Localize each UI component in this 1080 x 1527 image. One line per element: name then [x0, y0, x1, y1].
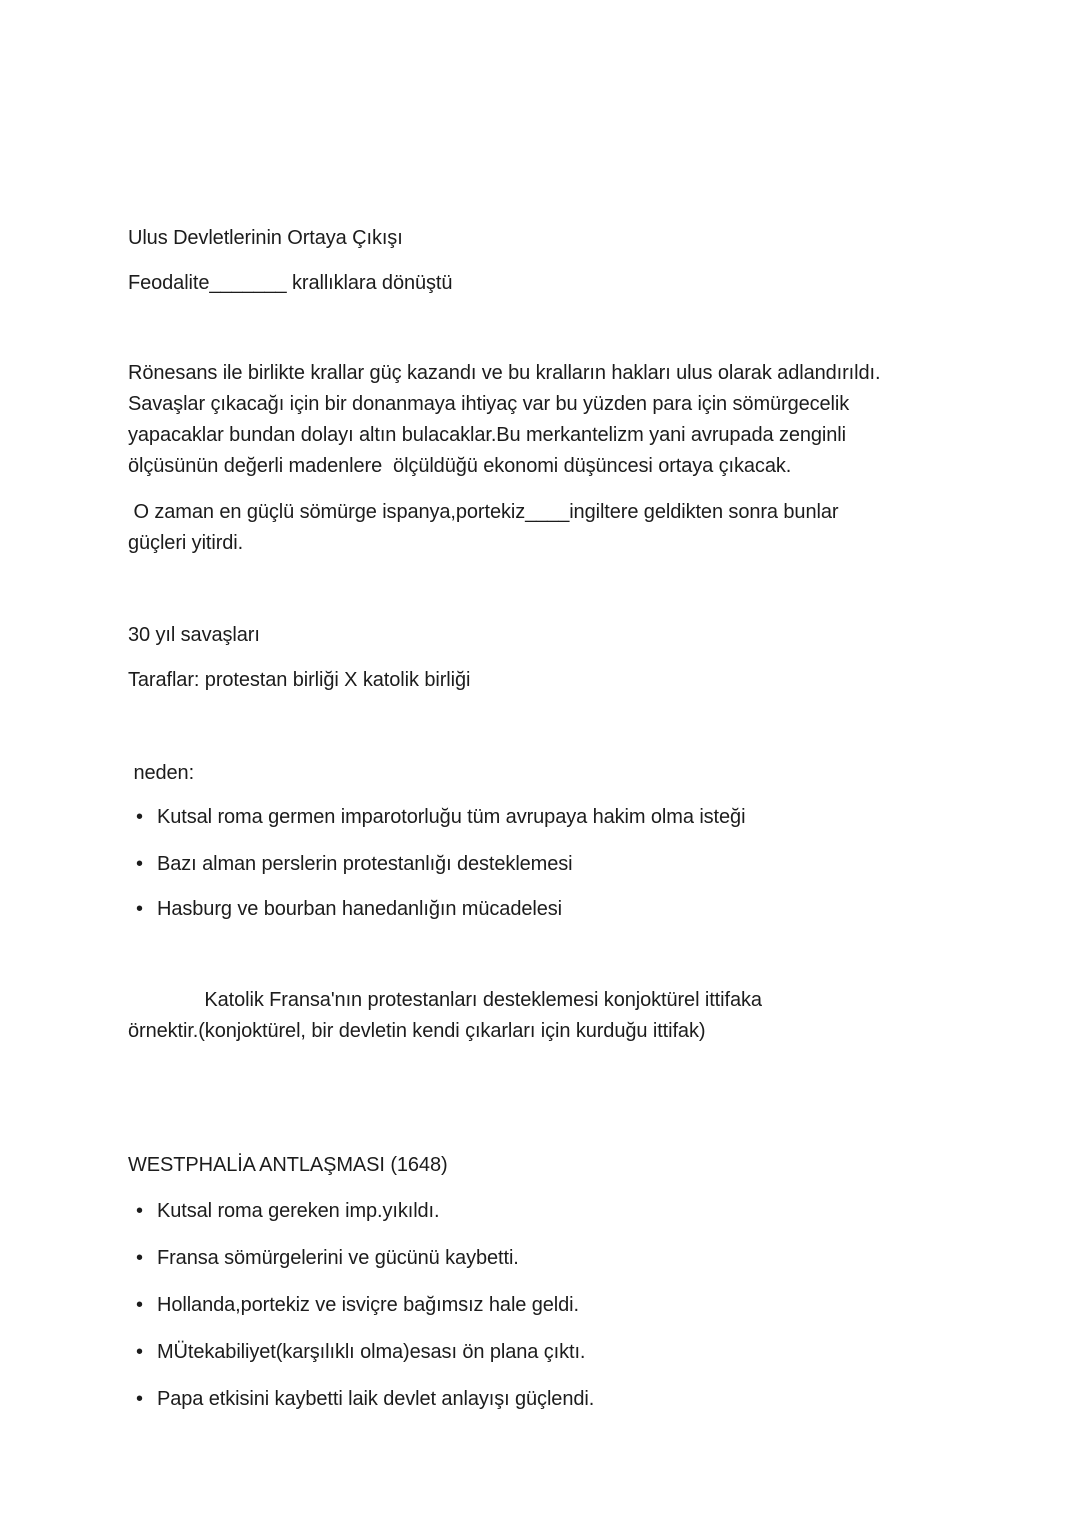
bullet-marker: •	[136, 1247, 143, 1269]
bullet-marker: •	[136, 1200, 143, 1222]
bullet-marker: •	[136, 1294, 143, 1316]
list-item-reason	[136, 849, 1000, 880]
list-item-westphalia	[136, 1337, 1000, 1368]
bullet-marker: •	[136, 853, 143, 875]
heading-ulus-devletleri-text: Ulus Devletlerinin Ortaya Çıkışı	[128, 227, 403, 249]
line-feodalite-text: Feodalite_______ krallıklara dönüştü	[128, 272, 453, 294]
list-item-westphalia	[136, 1290, 1000, 1321]
bullet-marker: •	[136, 898, 143, 920]
list-item-westphalia-text: Hollanda,portekiz ve isviçre bağımsız hale geldi.	[157, 1294, 579, 1316]
heading-ulus-devletleri	[128, 223, 1000, 254]
list-item-westphalia	[136, 1384, 1000, 1415]
paragraph-renaissance-line: yapacaklar bundan dolayı altın bulacaklar.Bu merkantelizm yani avrupada zenginli	[128, 424, 846, 446]
label-neden-text: neden:	[128, 762, 195, 784]
list-item-reason-text: Bazı alman perslerin protestanlığı desteklemesi	[157, 853, 573, 875]
bullet-marker: •	[136, 1341, 143, 1363]
heading-westphalia-text: WESTPHALİA ANTLAŞMASI (1648)	[128, 1154, 448, 1176]
paragraph-katolik-fransa-line: Katolik Fransa'nın protestanları desteklemesi konjoktürel ittifaka	[128, 989, 762, 1011]
paragraph-colonial-powers-line: güçleri yitirdi.	[128, 532, 244, 554]
paragraph-colonial-powers-line: O zaman en güçlü sömürge ispanya,portekiz____ingiltere geldikten sonra bunlar	[128, 501, 839, 523]
line-feodalite	[128, 268, 1000, 299]
list-item-westphalia-text: Kutsal roma gereken imp.yıkıldı.	[157, 1200, 440, 1222]
heading-westphalia	[128, 1150, 1000, 1181]
list-item-reason-text: Kutsal roma germen imparotorluğu tüm avrupaya hakim olma isteği	[157, 806, 746, 828]
list-item-reason-text: Hasburg ve bourban hanedanlığın mücadelesi	[157, 898, 562, 920]
bullet-marker: •	[136, 806, 143, 828]
list-item-reason	[136, 802, 1000, 833]
paragraph-renaissance-line: ölçüsünün değerli madenlere ölçüldüğü ekonomi düşüncesi ortaya çıkacak.	[128, 455, 792, 477]
line-taraflar	[128, 665, 1000, 696]
heading-30-yil-savaslari-text: 30 yıl savaşları	[128, 624, 260, 646]
paragraph-katolik-fransa	[128, 985, 1000, 1047]
line-taraflar-text: Taraflar: protestan birliği X katolik birliği	[128, 669, 471, 691]
paragraph-renaissance-line: Savaşlar çıkacağı için bir donanmaya ihtiyaç var bu yüzden para için sömürgecelik	[128, 393, 850, 415]
paragraph-renaissance	[128, 358, 1000, 482]
list-item-westphalia-text: Fransa sömürgelerini ve gücünü kaybetti.	[157, 1247, 519, 1269]
list-item-westphalia	[136, 1243, 1000, 1274]
label-neden	[128, 758, 1000, 789]
list-item-westphalia	[136, 1196, 1000, 1227]
paragraph-renaissance-line: Rönesans ile birlikte krallar güç kazandı ve bu kralların hakları ulus olarak adlandırıldı.	[128, 362, 881, 384]
paragraph-katolik-fransa-line: örnektir.(konjoktürel, bir devletin kendi çıkarları için kurduğu ittifak)	[128, 1020, 706, 1042]
list-item-westphalia-text: MÜtekabiliyet(karşılıklı olma)esası ön plana çıktı.	[157, 1341, 586, 1363]
paragraph-colonial-powers	[128, 497, 1000, 559]
bullet-marker: •	[136, 1388, 143, 1410]
list-item-reason	[136, 894, 1000, 925]
list-item-westphalia-text: Papa etkisini kaybetti laik devlet anlayışı güçlendi.	[157, 1388, 595, 1410]
heading-30-yil-savaslari	[128, 620, 1000, 651]
